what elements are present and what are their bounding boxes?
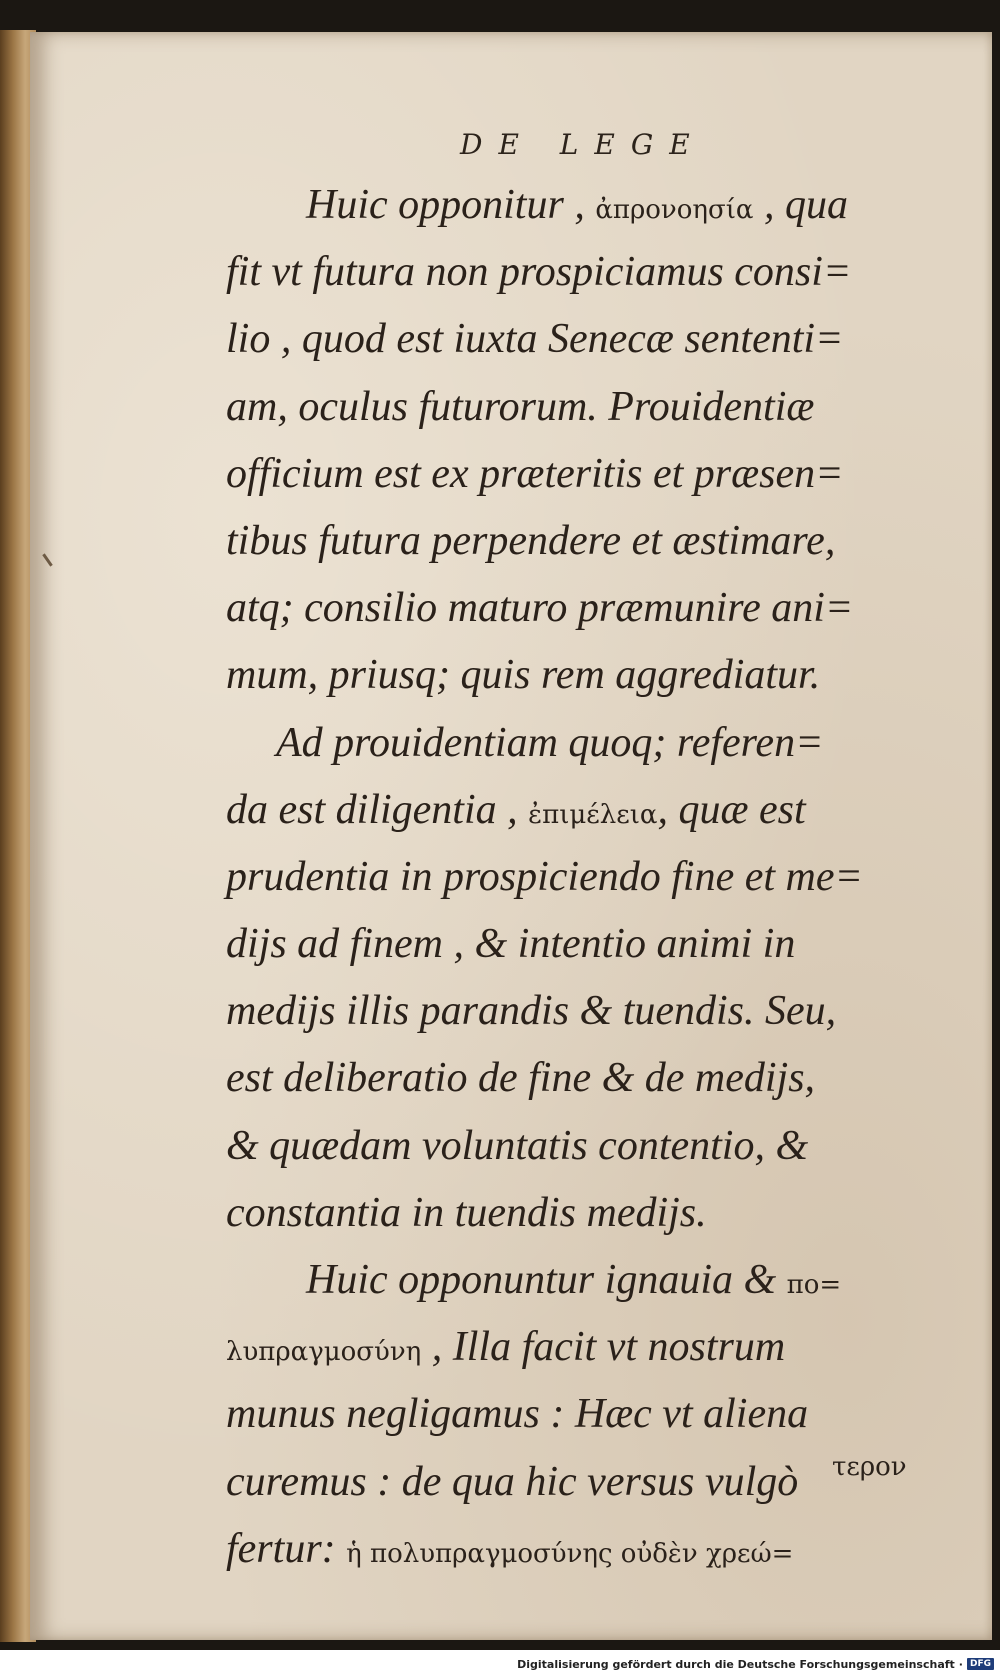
text-line <box>226 1314 926 1381</box>
text-line <box>226 374 926 441</box>
text-line <box>226 1247 926 1314</box>
latin-text: Huic opponitur , <box>306 182 596 228</box>
greek-word: λυπραγμοσύνη <box>226 1337 422 1368</box>
latin-text: constantia in tuendis medijs. <box>226 1189 707 1236</box>
text-line <box>226 642 926 709</box>
latin-text: fertur: <box>226 1525 347 1572</box>
text-line <box>226 844 926 911</box>
text-line <box>226 1045 926 1112</box>
text-line <box>226 1113 926 1180</box>
text-line <box>226 575 926 642</box>
catchword: τερον <box>832 1452 907 1482</box>
text-line <box>226 172 926 239</box>
text-line <box>226 441 926 508</box>
latin-text: Ad prouidentiam quoq; referen= <box>276 719 824 766</box>
latin-text: , Illa facit vt nostrum <box>421 1324 786 1371</box>
text-line <box>226 306 926 373</box>
latin-text: est deliberatio de fine & de medijs, <box>226 1055 816 1102</box>
greek-word: ἡ πολυπραγμοσύνης οὐδὲν χρεώ= <box>346 1538 794 1569</box>
latin-text: am, oculus futurorum. Prouidentiæ <box>226 383 815 430</box>
text-line <box>226 239 926 306</box>
text-line <box>226 1516 926 1583</box>
page-text <box>226 172 926 1583</box>
greek-word: πο= <box>786 1270 842 1300</box>
text-line <box>226 1449 926 1516</box>
latin-text: medijs illis parandis & tuendis. Seu, <box>226 988 837 1035</box>
latin-text: lio , quod est iuxta Senecæ sententi= <box>226 316 844 363</box>
latin-text: da est diligentia , <box>226 786 529 833</box>
text-line <box>226 508 926 575</box>
latin-text: curemus : de qua hic versus vulgò <box>226 1458 799 1505</box>
latin-text: atq; consilio maturo præmunire ani= <box>226 585 854 632</box>
text-line <box>226 911 926 978</box>
footer-text: Digitalisierung gefördert durch die Deutsche Forschungsgemeinschaft <box>517 1657 955 1671</box>
running-head: DE LEGE <box>460 128 706 161</box>
latin-text: officium est ex præteritis et præsen= <box>226 450 844 497</box>
text-line <box>226 710 926 777</box>
latin-text: tibus futura perpendere et æstimare, <box>226 517 836 564</box>
footer-credit: Digitalisierung gefördert durch die Deutsche Forschungsgemeinschaft · DFG <box>517 1652 994 1676</box>
greek-word: ἐπιμέλεια <box>528 799 658 830</box>
latin-text: mum, priusq; quis rem aggrediatur. <box>226 652 821 699</box>
latin-text: fit vt futura non prospiciamus consi= <box>226 249 852 296</box>
text-line <box>226 1180 926 1247</box>
latin-text: , quæ est <box>657 786 806 833</box>
latin-text: munus negligamus : Hæc vt aliena <box>226 1391 809 1438</box>
latin-text: dijs ad finem , & intentio animi in <box>226 921 796 968</box>
greek-word: ἀπρονοησία <box>595 195 754 225</box>
text-line <box>226 777 926 844</box>
latin-text: & quædam voluntatis contentio, & <box>226 1122 809 1169</box>
latin-text: , qua <box>753 182 848 228</box>
dfg-logo-icon: DFG <box>967 1658 994 1670</box>
latin-text: Huic opponuntur ignauia & <box>306 1257 787 1303</box>
text-line <box>226 1381 926 1448</box>
text-line <box>226 978 926 1045</box>
latin-text: prudentia in prospiciendo fine et me= <box>226 853 863 900</box>
